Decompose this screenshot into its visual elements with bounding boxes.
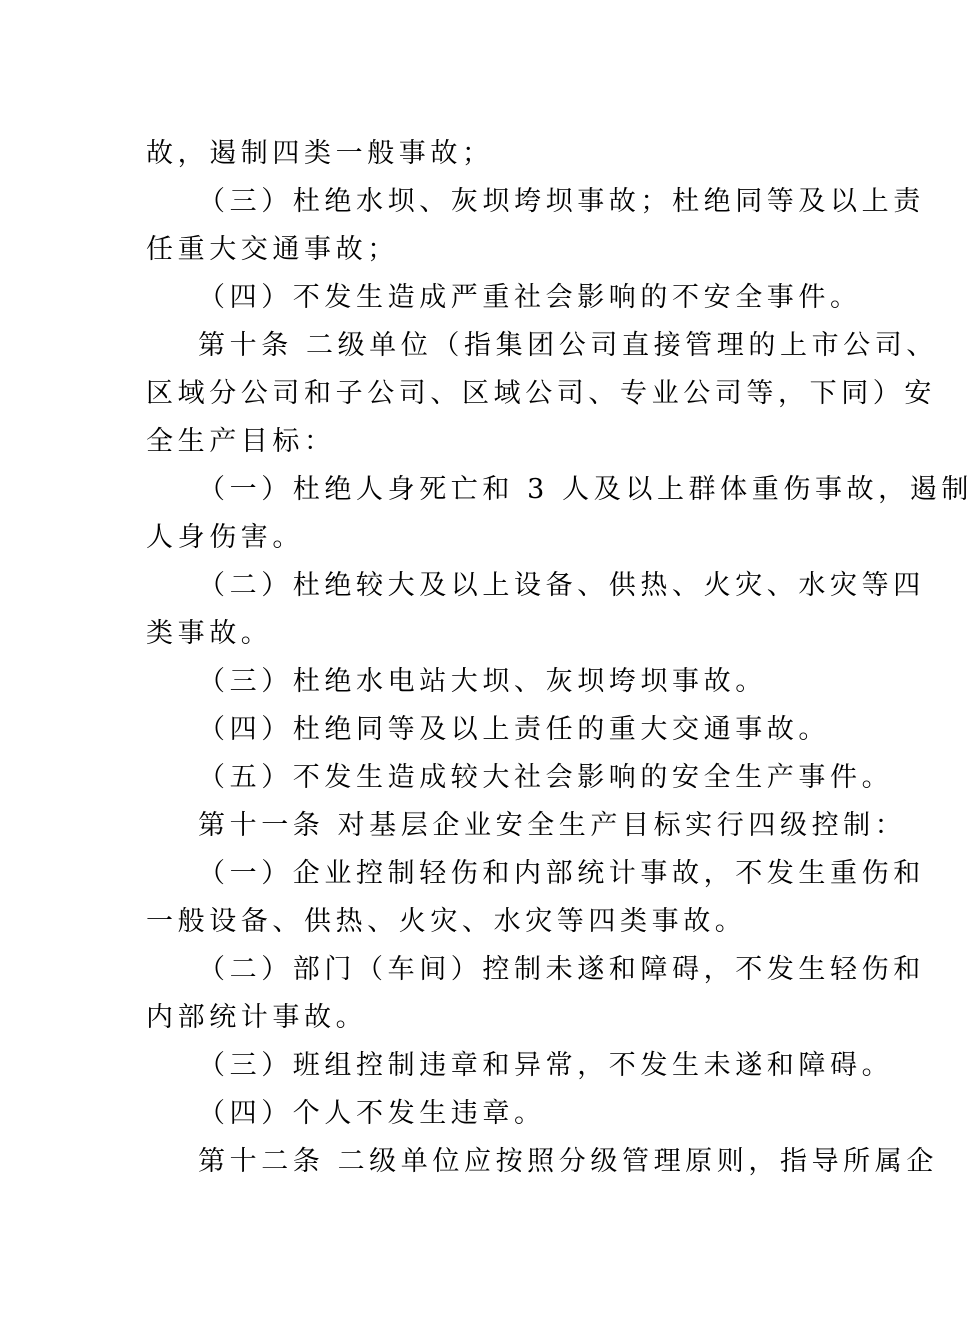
text-line: （三）杜绝水电站大坝、灰坝垮坝事故。 — [198, 666, 767, 697]
text-line: （一）企业控制轻伤和内部统计事故，不发生重伤和 — [198, 858, 925, 889]
text-line: （四）杜绝同等及以上责任的重大交通事故。 — [198, 714, 830, 745]
text-line: （四）不发生造成严重社会影响的不安全事件。 — [198, 282, 862, 313]
text-line: （二）杜绝较大及以上设备、供热、火灾、水灾等四 — [198, 570, 925, 601]
text-line: 内部统计事故。 — [146, 1002, 368, 1033]
text-line: 类事故。 — [146, 618, 273, 649]
text-line: 任重大交通事故； — [146, 234, 399, 265]
text-line: 一般设备、供热、火灾、水灾等四类事故。 — [146, 906, 747, 937]
article-heading-line: 第十二条 二级单位应按照分级管理原则，指导所属企 — [198, 1146, 938, 1177]
text-line: （三）杜绝水坝、灰坝垮坝事故；杜绝同等及以上责 — [198, 186, 925, 217]
text-line: （五）不发生造成较大社会影响的安全生产事件。 — [198, 762, 894, 793]
article-heading-line: 第十条 二级单位（指集团公司直接管理的上市公司、 — [198, 330, 938, 361]
text-line: （一）杜绝人身死亡和 3 人及以上群体重伤事故，遏制 — [198, 474, 973, 505]
text-line: 故，遏制四类一般事故； — [146, 138, 494, 169]
text-line: （二）部门（车间）控制未遂和障碍，不发生轻伤和 — [198, 954, 925, 985]
text-line: 全生产目标： — [146, 426, 336, 457]
article-heading-line: 第十一条 对基层企业安全生产目标实行四级控制： — [198, 810, 907, 841]
text-line: （三）班组控制违章和异常，不发生未遂和障碍。 — [198, 1050, 894, 1081]
text-line: 区域分公司和子公司、区域公司、专业公司等，下同）安 — [146, 378, 936, 409]
text-line: （四）个人不发生违章。 — [198, 1098, 546, 1129]
text-line: 人身伤害。 — [146, 522, 304, 553]
